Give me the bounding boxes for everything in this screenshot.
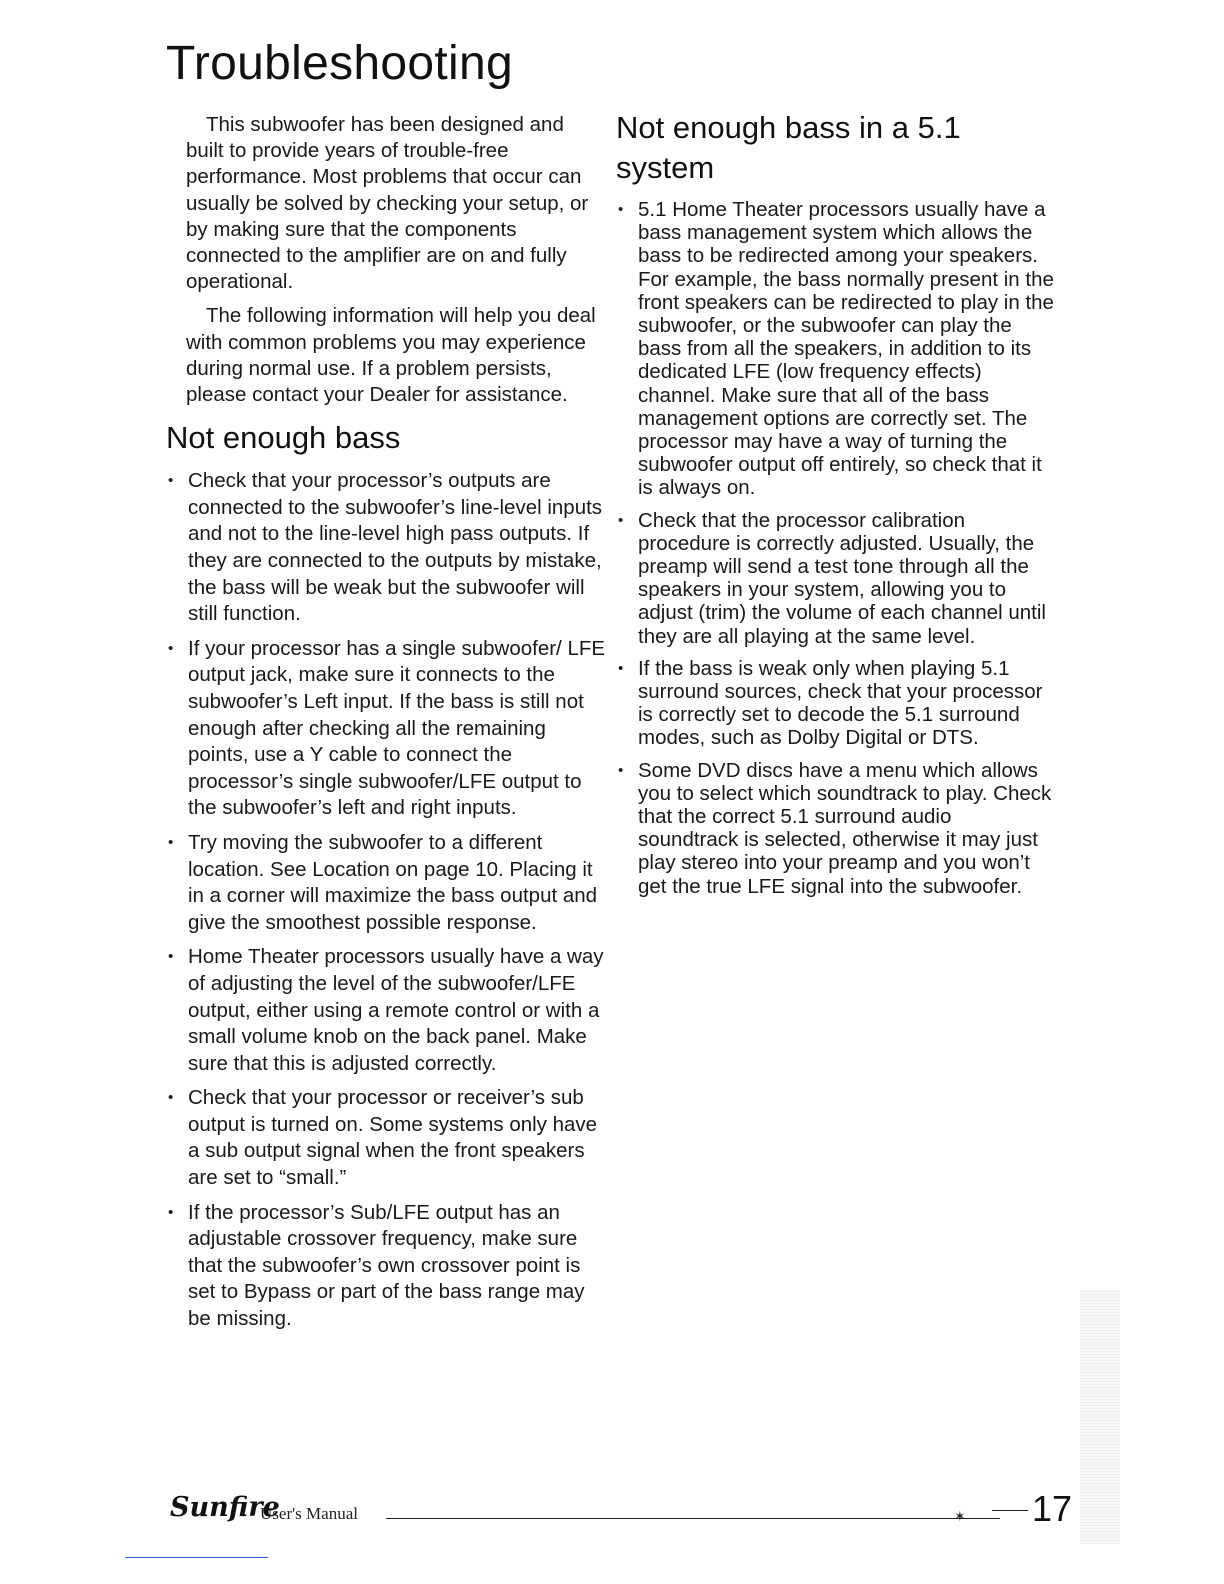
page-number: 17 (1032, 1488, 1073, 1529)
list-item: • Check that your processor or receiver’s sub output is turned on. Some systems only have a sub output signal when the front speakers are set to “small.” (166, 1085, 606, 1191)
brand-logo: Sunfire (170, 1492, 280, 1523)
bass-bullet-list (166, 468, 606, 1332)
surround-bullet-list (616, 198, 1056, 898)
intro-paragraph: The following information will help you deal with common problems you may experience during normal use. If a problem persists, please contact your Dealer for assistance. (186, 304, 596, 407)
scan-edge-line (125, 1557, 268, 1558)
intro-paragraph: This subwoofer has been designed and built to provide years of trouble-free performance. Most problems that occur can usually be solved by checking your setup, or by making sure that the components connected to the amplifier are on and fully operational. (186, 113, 589, 294)
section-heading-not-enough-bass: Not enough bass (166, 420, 401, 456)
list-item: • Check that the processor calibration procedure is correctly adjusted. Usually, the preamp will send a test tone through all the speakers in your system, allowing you to adjust (trim) the volume of each channel until they are all playing at the same level. (616, 509, 1056, 648)
left-column (166, 112, 606, 1341)
list-item: • If your processor has a single subwoofer/ LFE output jack, make sure it connects to the subwoofer’s Left input. If the bass is still not enough after checking all the remaining points, use a Y cable to connect the processor’s single subwoofer/LFE output to the subwoofer’s left and right inputs. (166, 636, 606, 822)
footer-divider (386, 1518, 1000, 1519)
list-item: • 5.1 Home Theater processors usually have a bass management system which allows the bass to be redirected among your speakers. For example, the bass normally present in the front speakers can be redirected to play in the subwoofer, or the subwoofer can play the bass from all the speakers, in addition to its dedicated LFE (low frequency effects) channel. Make sure that all of the bass management options are correctly set. The processor may have a way of turning the subwoofer output off entirely, so check that it is always on. (616, 198, 1056, 500)
scan-edge-tab (1080, 1290, 1120, 1544)
section-heading-5-1-system: Not enough bass in a 5.1 system (616, 110, 961, 185)
star-icon: ✶ (954, 1508, 966, 1524)
page-footer (170, 1488, 1073, 1536)
list-item: • Check that your processor’s outputs are connected to the subwoofer’s line-level inputs and not to the line-level high pass outputs. If they are connected to the outputs by mistake, the bass will be weak but the subwoofer will still function. (166, 468, 606, 628)
page-title: Troubleshooting (166, 37, 513, 90)
list-item: • Some DVD discs have a menu which allows you to select which soundtrack to play. Check that the correct 5.1 surround audio soundtrack is selected, otherwise it may just play stereo into your preamp and you won’t get the true LFE signal into the subwoofer. (616, 759, 1056, 898)
list-item: • If the processor’s Sub/LFE output has an adjustable crossover frequency, make sure that the subwoofer’s own crossover point is set to Bypass or part of the bass range may be missing. (166, 1200, 606, 1333)
manual-label: User's Manual (260, 1504, 358, 1523)
list-item: • Try moving the subwoofer to a different location. See Location on page 10. Placing it in a corner will maximize the bass output and give the smoothest possible response. (166, 830, 606, 936)
list-item: • If the bass is weak only when playing 5.1 surround sources, check that your processor is correctly set to decode the 5.1 surround modes, such as Dolby Digital or DTS. (616, 657, 1056, 750)
list-item: • Home Theater processors usually have a way of adjusting the level of the subwoofer/LFE output, either using a remote control or with a small volume knob on the back panel. Make sure that this is adjusted correctly. (166, 944, 606, 1077)
right-column (616, 108, 1056, 907)
